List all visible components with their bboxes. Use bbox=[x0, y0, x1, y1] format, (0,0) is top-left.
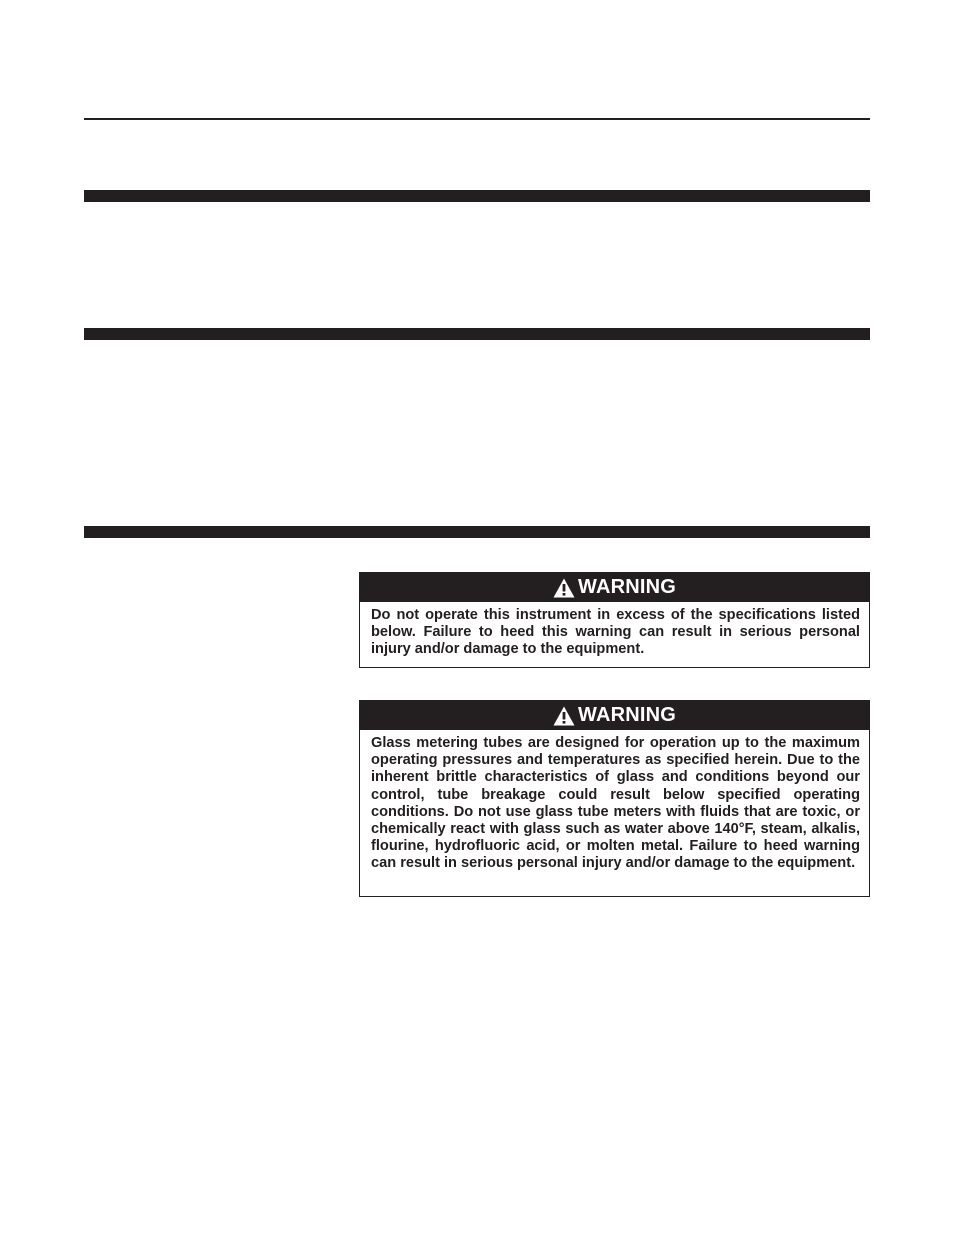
warning-box-glass-tubes bbox=[359, 700, 870, 897]
section-bar-3 bbox=[84, 526, 870, 538]
section-bar-2 bbox=[84, 328, 870, 340]
warning-text: Do not operate this instrument in excess of the specifications listed below. Failure to heed this warning can result in serious personal injury and/or damage to the equipment. bbox=[371, 607, 860, 658]
section-bar-1 bbox=[84, 190, 870, 202]
warning-triangle-icon bbox=[553, 706, 575, 726]
warning-box-specifications bbox=[359, 572, 870, 668]
warning-triangle-icon bbox=[553, 578, 575, 598]
warning-text: Glass metering tubes are designed for operation up to the maximum operating pressures and temperatures as specified herein. Due to the inherent brittle characteristics of glass and conditions beyond our control, tube breakage could result below specified operating conditions. Do not use glass tube meters with fluids that are toxic, or chemically react with glass such as water above 140°F, steam, alkalis, flourine, hydrofluoric acid, or molten metal. Failure to heed warning can result in serious personal injury and/or damage to the equipment. bbox=[371, 735, 860, 872]
warning-label: WARNING bbox=[577, 576, 677, 598]
top-divider bbox=[84, 118, 870, 120]
warning-label: WARNING bbox=[577, 704, 677, 726]
warning-header bbox=[360, 573, 869, 602]
warning-header bbox=[360, 701, 869, 730]
